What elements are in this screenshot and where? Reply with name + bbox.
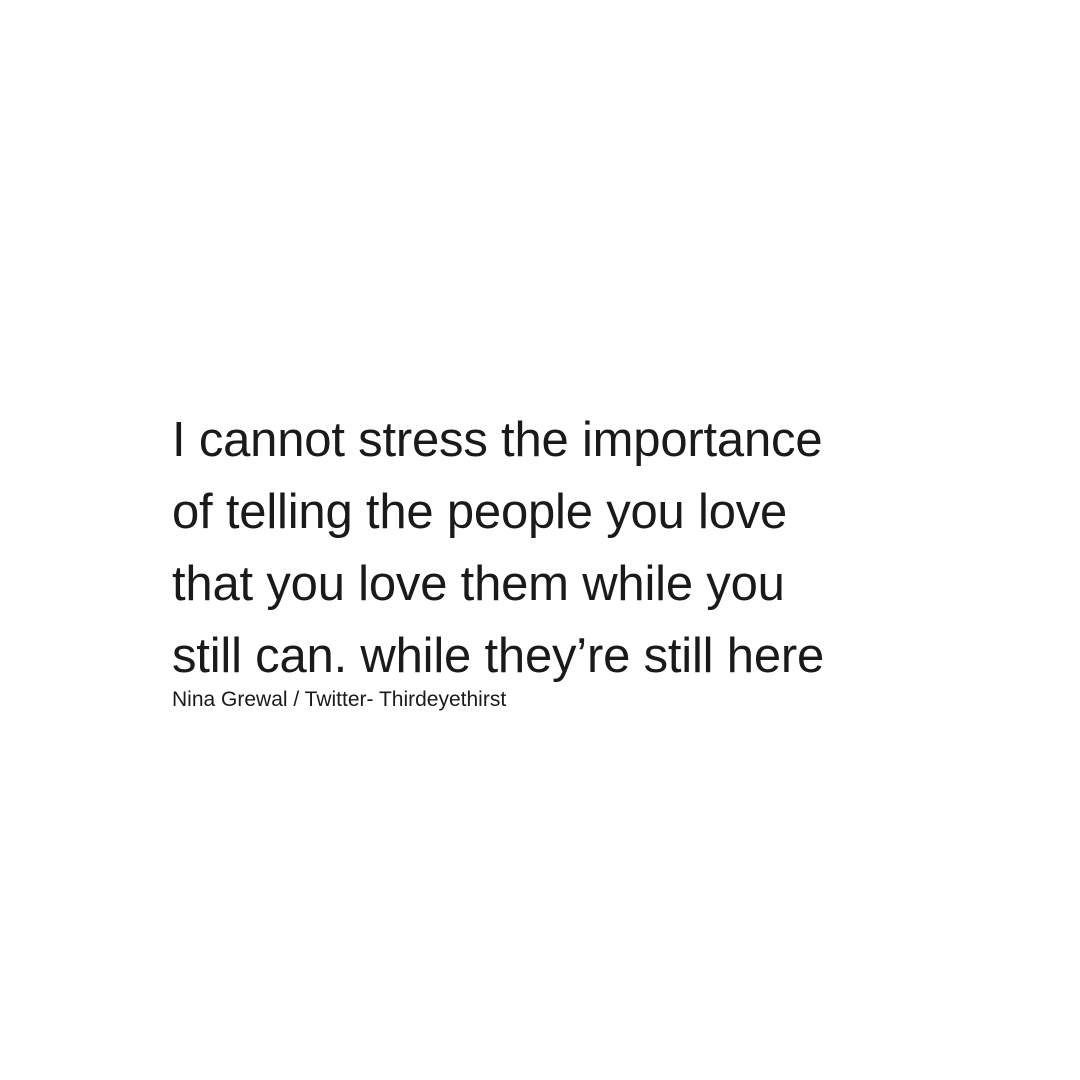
quote-block <box>172 404 972 713</box>
quote-line-4: still can. while they’re still here <box>172 629 825 683</box>
quote-line-2: of telling the people you love <box>172 485 788 539</box>
quote-line-3: that you love them while you <box>172 557 785 611</box>
quote-attribution: Nina Grewal / Twitter- Thirdeyethirst <box>172 688 507 711</box>
quote-line-1: I cannot stress the importance <box>172 413 823 467</box>
